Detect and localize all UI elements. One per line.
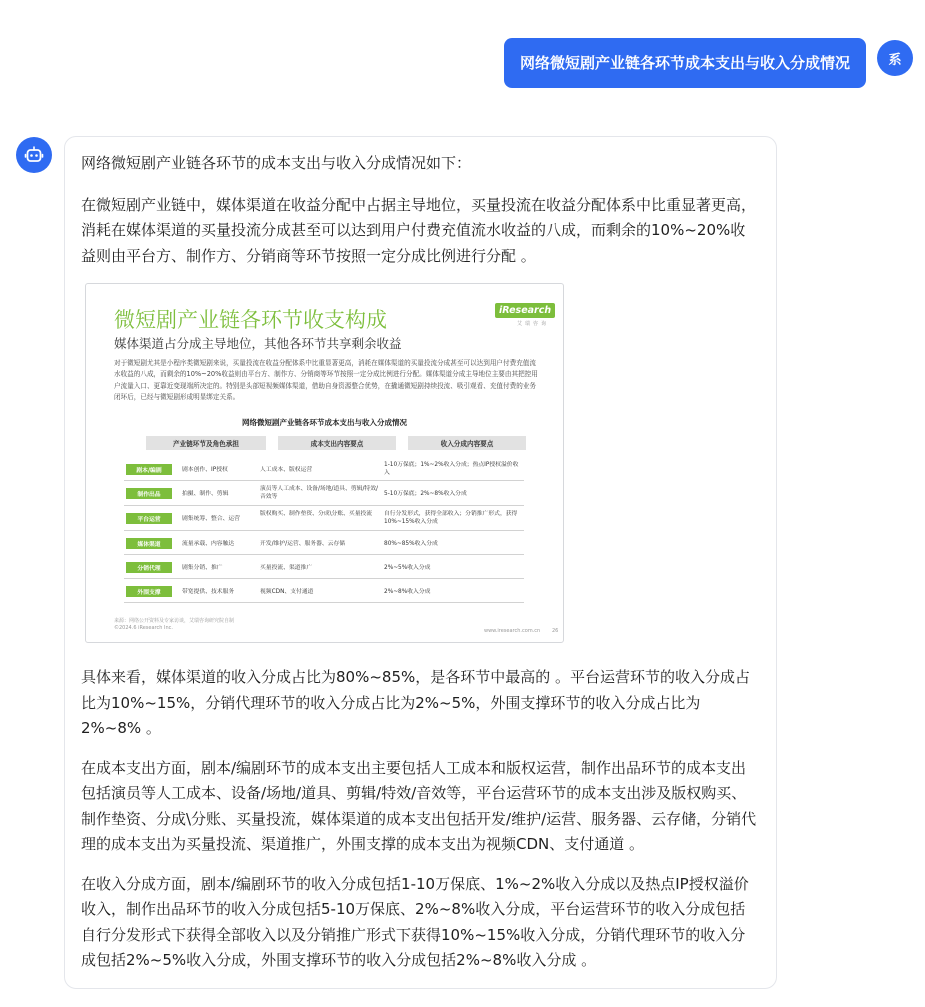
bot-response-card: [64, 136, 777, 989]
table-row: [124, 458, 524, 481]
slide-table-title: 网络微短剧产业链各环节成本支出与收入分成情况: [242, 418, 407, 427]
slide-subtitle: 媒体渠道占分成主导地位，其他各环节共享剩余收益: [114, 336, 402, 351]
row-tag: 剧本/编剧: [126, 464, 172, 475]
row-cost: 视频CDN、支付通道: [260, 589, 314, 595]
table-header-cost: 成本支出内容要点: [278, 436, 396, 450]
row-tag: 平台运营: [126, 513, 172, 524]
table-row: [124, 507, 524, 531]
logo-tagline: 艾瑞咨询: [516, 321, 549, 327]
report-slide-image[interactable]: [85, 283, 564, 643]
row-income: 2%~8%收入分成: [384, 589, 431, 595]
slide-page-number: 26: [552, 628, 559, 634]
table-row: [124, 556, 524, 579]
row-tag: 外围支撑: [126, 586, 172, 597]
row-tag: 分销代理: [126, 562, 172, 573]
row-role: 剧集分销、推广: [182, 565, 223, 571]
slide-copyright: ©2024.6 iResearch Inc.: [114, 625, 173, 631]
row-role: 带宽提供、技术服务: [182, 589, 235, 595]
table-header-income: 收入分成内容要点: [408, 436, 526, 450]
user-avatar[interactable]: 系: [877, 40, 913, 76]
user-message-bubble: 网络微短剧产业链各环节成本支出与收入分成情况: [504, 38, 866, 88]
robot-icon: [16, 137, 52, 173]
row-income: 自行分发形式，获得全部收入；分销推广形式，获得10%~15%收入分成: [384, 511, 518, 526]
row-income: 2%~5%收入分成: [384, 565, 431, 571]
table-row: [124, 532, 524, 555]
response-paragraph-1: 在微短剧产业链中，媒体渠道在收益分配中占据主导地位，买量投流在收益分配体系中比重显著更高，消耗在媒体渠道的买量投流分成甚至可以达到用户付费充值流水收益的八成，而剩余的10%~20%收益则由平台方、制作方、分销商等环节按照一定分成比例进行分配 。: [81, 195, 757, 265]
response-paragraph-4: 在收入分成方面，剧本/编剧环节的收入分成包括1-10万保底、1%~2%收入分成以及热点IP授权溢价收入，制作出品环节的收入分成包括5-10万保底、2%~8%收入分成，平台运营环节的收入分成包括自行分发形式下获得全部收入以及分销推广形式下获得10%~15%收入分成，分销代理环节的收入分成包括2%~5%收入分成，外围支撑环节的收入分成包括2%~8%收入分成 。: [81, 874, 749, 969]
row-cost: 买量投流、渠道推广: [260, 565, 313, 571]
iresearch-logo: [495, 298, 552, 328]
row-role: 拍摄、制作、剪辑: [182, 491, 229, 497]
slide-title: 微短剧产业链各环节收支构成: [114, 308, 387, 332]
robot-icon-glyph: [24, 145, 44, 165]
slide-source: [114, 618, 234, 632]
row-role: 流量承载、内容触达: [182, 541, 235, 547]
table-header-role: 产业链环节及角色承担: [146, 436, 266, 450]
row-income: 80%~85%收入分成: [384, 541, 438, 547]
row-tag: 制作出品: [126, 488, 172, 499]
row-role: 剧集统筹、整合、运营: [182, 516, 240, 522]
slide-source-text: 来源：网络公开资料及专家访谈，艾瑞咨询研究院自制: [114, 618, 235, 624]
slide-body-text: 对于微短剧尤其是小程序类微短剧来说，买量投流在收益分配体系中比重显著更高，消耗在媒体渠道的买量投流分成甚至可以达到用户付费充值流水收益的八成，而剩余的10%~20%收益则由平台方、制作方、分销商等环节按照一定分成比例进行分配。媒体渠道分成主导地位主要由其把控用户流量入口、更靠近变现端所决定的。特别是头部短视频媒体渠道，借助自身资源整合优势，在撬通微短剧持续投流、吸引观看、充值付费的业务闭环后，已经与微短剧形成明显绑定关系。: [114, 359, 538, 401]
logo-text: iResearch: [495, 303, 555, 318]
table-row: [124, 580, 524, 603]
response-paragraph-3: 在成本支出方面，剧本/编剧环节的成本支出主要包括人工成本和版权运营，制作出品环节的成本支出包括演员等人工成本、设备/场地/道具、剪辑/特效/音效等，平台运营环节的成本支出涉及版权购买、制作垫资、分成\分账、买量投流，媒体渠道的成本支出包括开发/维护/运营、服务器、云存储，分销代理的成本支出为买量投流、渠道推广，外围支撑的成本支出为视频CDN、支付通道 。: [81, 758, 757, 853]
row-income: 1-10万保底；1%~2%收入分成；热点IP授权溢价收入: [384, 462, 519, 477]
row-cost: 人工成本、版权运营: [260, 467, 313, 473]
row-tag: 媒体渠道: [126, 538, 172, 549]
row-cost: 版权购买、制作垫资、分成\分账、买量投流: [260, 511, 373, 517]
table-row: [124, 482, 524, 506]
response-paragraph-2: 具体来看，媒体渠道的收入分成占比为80%~85%，是各环节中最高的 。平台运营环节的收入分成占比为10%~15%，分销代理环节的收入分成占比为2%~5%，外围支撑环节的收入分成占比为2%~8% 。: [81, 668, 751, 737]
user-message-row: [504, 38, 913, 88]
row-cost: 演员等人工成本、设备/场地/道具、剪辑/特效/音效等: [260, 486, 378, 501]
row-cost: 开发/维护/运营、服务器、云存储: [260, 541, 346, 547]
row-role: 剧本创作、IP授权: [182, 467, 228, 473]
response-intro: 网络微短剧产业链各环节的成本支出与收入分成情况如下：: [81, 154, 472, 172]
slide-url: www.iresearch.com.cn: [484, 628, 541, 634]
row-income: 5-10万保底；2%~8%收入分成: [384, 491, 467, 497]
